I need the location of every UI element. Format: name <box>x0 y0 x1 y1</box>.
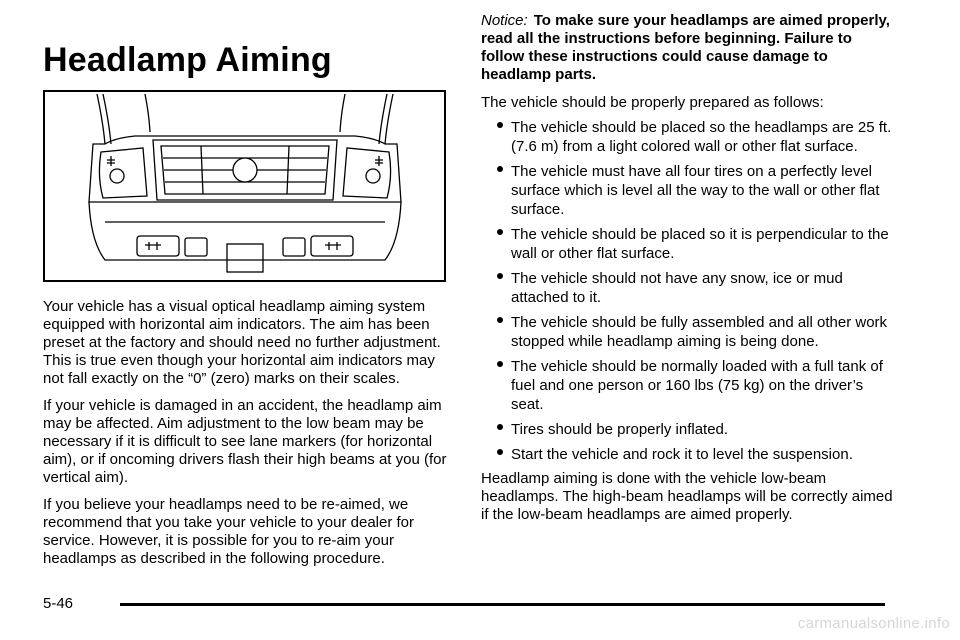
bullet-icon <box>497 361 503 367</box>
list-item <box>481 445 896 464</box>
closing-paragraph: Headlamp aiming is done with the vehicle low-beam headlamps. The high-beam headlamps will be correctly aimed if the low-beam headlamps are aimed properly. <box>481 470 893 523</box>
list-item <box>481 162 896 219</box>
list-item-text: The vehicle must have all four tires on a perfectly level surface which is level all the way to the wall or other flat surface. <box>511 163 880 218</box>
preparation-list <box>481 118 896 464</box>
left-column <box>43 40 448 80</box>
vehicle-front-icon <box>45 92 444 280</box>
list-item <box>481 269 896 307</box>
page-number: 5-46 <box>43 595 74 612</box>
list-item <box>481 118 896 156</box>
list-item <box>481 420 896 439</box>
list-item <box>481 357 896 414</box>
bullet-icon <box>497 122 503 128</box>
list-item-text: The vehicle should be placed so it is perpendicular to the wall or other flat surface. <box>511 226 889 262</box>
list-item-text: Start the vehicle and rock it to level the suspension. <box>511 446 853 463</box>
vehicle-front-figure <box>43 90 446 282</box>
bullet-icon <box>497 317 503 323</box>
bullet-icon <box>497 229 503 235</box>
list-item-text: The vehicle should be placed so the headlamps are 25 ft. (7.6 m) from a light colored wall or other flat surface. <box>511 119 892 155</box>
right-column <box>481 12 896 524</box>
bullet-icon <box>497 273 503 279</box>
list-item-text: The vehicle should be normally loaded with a full tank of fuel and one person or 160 lbs (75 kg) on the driver’s seat. <box>511 358 883 413</box>
watermark: carmanualsonline.info <box>797 615 950 632</box>
list-item <box>481 313 896 351</box>
footer-divider <box>120 603 885 606</box>
bullet-icon <box>497 449 503 455</box>
bullet-icon <box>497 166 503 172</box>
list-item-text: Tires should be properly inflated. <box>511 421 729 438</box>
list-item-text: The vehicle should be fully assembled and all other work stopped while headlamp aiming is being done. <box>511 314 888 350</box>
paragraph: If your vehicle is damaged in an accident, the headlamp aim may be affected. Aim adjustment to the low beam may be necessary if it is difficult to see lane markers (for horizontal aim), or if oncoming drivers flash their high beams at you (for vertical aim). <box>43 397 447 486</box>
list-item <box>481 225 896 263</box>
bullet-icon <box>497 424 503 430</box>
list-item-text: The vehicle should not have any snow, ice or mud attached to it. <box>511 270 843 306</box>
notice-label: Notice: <box>481 12 528 29</box>
left-body-text <box>43 298 453 577</box>
paragraph: Your vehicle has a visual optical headlamp aiming system equipped with horizontal aim indicators. The aim has been preset at the factory and should need no further adjustment. This is true even though your horizontal aim indicators may not fall exactly on the “0” (zero) marks on their scales. <box>43 298 441 387</box>
page-title: Headlamp Aiming <box>43 41 332 79</box>
notice-text: To make sure your headlamps are aimed properly, read all the instructions before beginning. Failure to follow these instructions could cause damage to headlamp parts. <box>481 12 890 83</box>
paragraph: If you believe your headlamps need to be re-aimed, we recommend that you take your vehicle to your dealer for service. However, it is possible for you to re-aim your headlamps as described in the following procedure. <box>43 496 415 567</box>
preparation-intro: The vehicle should be properly prepared as follows: <box>481 94 824 111</box>
notice-block <box>481 12 896 84</box>
